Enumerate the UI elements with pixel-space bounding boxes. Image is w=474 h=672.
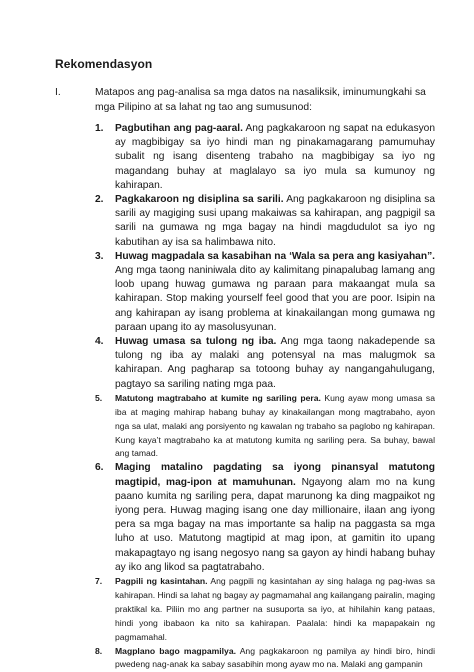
item-lead: Huwag magpadala sa kasabihan na ‘Wala sa pera ang kasiyahan”. (115, 250, 435, 262)
list-item (95, 645, 435, 672)
item-lead: Pagbutihan ang pag-aaral. (115, 123, 243, 134)
item-number: 3. (95, 250, 104, 262)
item-text: Ang pagkakaroon ng disiplina sa sarili ay magiging susi upang makaiwas sa kahirapan, ang pagpigil sa sarili na gumawa ng mga bagay na hindi magdudulot sa iyo ng kabutihan ay isa sa halimbawa nito. (115, 194, 435, 248)
list-item (95, 193, 435, 250)
item-text: Kung ayaw mong umasa sa iba at maging mahirap habang buhay ay kinakailangan mong magtrabaho, ayon nga sa ulat, malaki ang porsiyento ng kawalan ng trabaho sa paglobo ng kahirapan. Kung kaya’t magtrabaho ka at matutong kumita ng sariling pera. Sa buhay, bawal ang tamad. (115, 392, 435, 459)
item-lead: Maging matalino pagdating sa iyong pinansyal matutong magtipid, mag-ipon at mamuhunan. (115, 462, 435, 488)
item-number: 2. (95, 194, 104, 206)
list-item (95, 392, 435, 462)
list-item (95, 461, 435, 575)
item-text: Ang pagkakaroon ng sapat na edukasyon ay magbibigay sa iyo hindi man ng pinakamagarang pamumuhay subalit ng isang disenteng trabaho na magbibigay sa iyo ng magandang buhay at maglalayo sa iyo mula sa kumunoy ng kahirapan. (115, 123, 435, 191)
item-text: Ang mga taong naniniwala dito ay kalimitang pinapalubag lamang ang loob upang huwag gumawa ng paraan para makaangat mula sa kahirapan. Stop making yourself feel good that you are poor. Isipin na ang kahirapan ay isang problema at kinakailangan mong gumawa ng paraan upang ito ay masolusyunan. (115, 265, 435, 333)
item-number: 4. (95, 336, 104, 348)
list-item (95, 575, 435, 645)
item-lead: Matutong magtrabaho at kumite ng sariling pera. (115, 392, 321, 403)
item-number: 1. (95, 123, 104, 134)
item-number: 5. (95, 392, 103, 403)
list-item (95, 122, 435, 193)
recommendation-list (95, 122, 435, 672)
item-number: 6. (95, 462, 104, 474)
section-heading: Rekomendasyon (55, 57, 153, 71)
item-number: 8. (95, 645, 103, 656)
item-text: Ang mga taong nakadepende sa tulong ng iba ay malaki ang potensyal na mas malugmok sa kahirapan. Ang pagharap sa totoong buhay ay nangangahulugang, pagtayo sa sariling nating mga paa. (115, 336, 435, 390)
item-lead: Magplano bago magpamilya. (115, 645, 236, 656)
item-text: Ang pagkakaroon ng pamilya ay hindi biro, hindi pwedeng nag-anak ka sabay sasabihin mong ayaw mo na. Malaki ang gampanin (115, 645, 435, 670)
roman-numeral: I. (55, 87, 61, 98)
item-text: Ngayong alam mo na kung paano kumita ng sariling pera, dapat marunong ka ding magpaikot ng iyong pera. Huwag maging isang one day millionaire, ilaan ang iyong pera sa mga bagay na mas importante sa halip na paggasta sa mga luho at uso. Matutong magtipid at mag ipon, at gamitin ito upang makapagtayo ng isang negosyo nang sa gayon ay hindi habang buhay ay iko ang likod sa pagtatrabaho. (115, 476, 435, 573)
item-text: Ang pagpili ng kasintahan ay sing halaga ng pag-iwas sa kahirapan. Hindi sa lahat ng bagay ay pagmamahal ang kailangang pairalin, maging praktikal ka. Piliin mo ang partner na susuporta sa iyo, at hihilahin kang pataas, hindi yong ibabaon ka nito sa kahirapan. Paalala: hindi ka mapapakain ng pagmamahal. (115, 576, 435, 642)
list-item (95, 250, 435, 335)
item-number: 7. (95, 576, 103, 587)
intro-text: Matapos ang pag-analisa sa mga datos na nasaliksik, iminumungkahi sa mga Pilipino at sa lahat ng tao ang sumusunod: (95, 87, 426, 113)
list-item (95, 335, 435, 392)
item-lead: Pagkakaroon ng disiplina sa sarili. (115, 194, 284, 206)
item-lead: Pagpili ng kasintahan. (115, 576, 208, 587)
item-lead: Huwag umasa sa tulong ng iba. (115, 336, 277, 348)
